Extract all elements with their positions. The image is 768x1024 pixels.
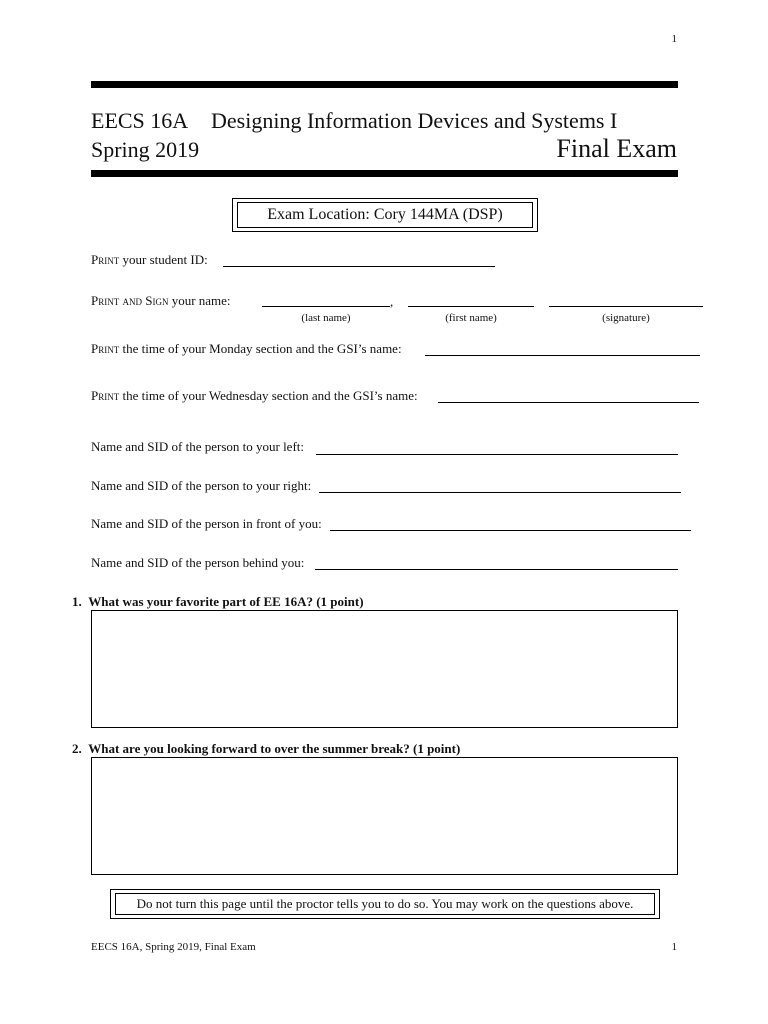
exam-name: Final Exam	[556, 134, 677, 163]
question-1-label	[72, 594, 364, 610]
name-label	[91, 293, 231, 309]
name-prefix: Print and Sign	[91, 293, 169, 308]
question-2-label	[72, 741, 460, 757]
name-text: your name:	[168, 293, 231, 308]
front-person-label: Name and SID of the person in front of you:	[91, 516, 322, 531]
exam-location-text: Exam Location: Cory 144MA (DSP)	[237, 202, 533, 228]
wednesday-text: the time of your Wednesday section and the GSI’s name:	[119, 388, 418, 403]
student-id-prefix: Print	[91, 252, 120, 267]
front-person-blank[interactable]	[330, 530, 691, 531]
first-name-caption: (first name)	[445, 312, 497, 324]
question-2-answer-box[interactable]	[91, 757, 678, 875]
signature-blank[interactable]	[549, 306, 703, 307]
left-person-label: Name and SID of the person to your left:	[91, 439, 305, 454]
notice-box	[110, 889, 660, 919]
first-name-blank[interactable]	[408, 306, 534, 307]
student-id-blank[interactable]	[223, 266, 495, 267]
header-rule-top	[91, 81, 678, 88]
wednesday-prefix: Print	[91, 388, 120, 403]
right-person-blank[interactable]	[319, 492, 681, 493]
monday-section-label	[91, 341, 402, 357]
footer-page-number: 1	[671, 941, 677, 953]
question-2-number: 2.	[72, 741, 82, 756]
monday-text: the time of your Monday section and the GSI’s name:	[119, 341, 402, 356]
notice-text: Do not turn this page until the proctor tells you to do so. You may work on the questions above.	[115, 893, 655, 915]
signature-caption: (signature)	[602, 312, 650, 324]
course-title: Designing Information Devices and Systems I	[211, 108, 618, 133]
question-1-number: 1.	[72, 594, 82, 609]
question-2-text: What are you looking forward to over the summer break? (1 point)	[88, 741, 461, 756]
wednesday-section-label	[91, 388, 418, 404]
monday-prefix: Print	[91, 341, 120, 356]
footer-left: EECS 16A, Spring 2019, Final Exam	[91, 941, 256, 953]
left-person-blank[interactable]	[316, 454, 678, 455]
question-1-answer-box[interactable]	[91, 610, 678, 728]
student-id-text: your student ID:	[119, 252, 208, 267]
last-name-caption: (last name)	[301, 312, 351, 324]
behind-person-label: Name and SID of the person behind you:	[91, 555, 305, 570]
page-number-top: 1	[671, 33, 677, 45]
course-code: EECS 16A	[91, 108, 189, 133]
behind-person-blank[interactable]	[315, 569, 678, 570]
monday-section-blank[interactable]	[425, 355, 700, 356]
wednesday-section-blank[interactable]	[438, 402, 699, 403]
last-name-blank[interactable]	[262, 306, 390, 307]
question-1-text: What was your favorite part of EE 16A? (1 point)	[88, 594, 364, 609]
exam-location-box	[232, 198, 538, 232]
exam-term: Spring 2019	[91, 137, 200, 162]
name-comma: ,	[390, 294, 394, 309]
right-person-label: Name and SID of the person to your right:	[91, 478, 312, 493]
header-rule-bottom	[91, 170, 678, 177]
student-id-label	[91, 252, 208, 268]
